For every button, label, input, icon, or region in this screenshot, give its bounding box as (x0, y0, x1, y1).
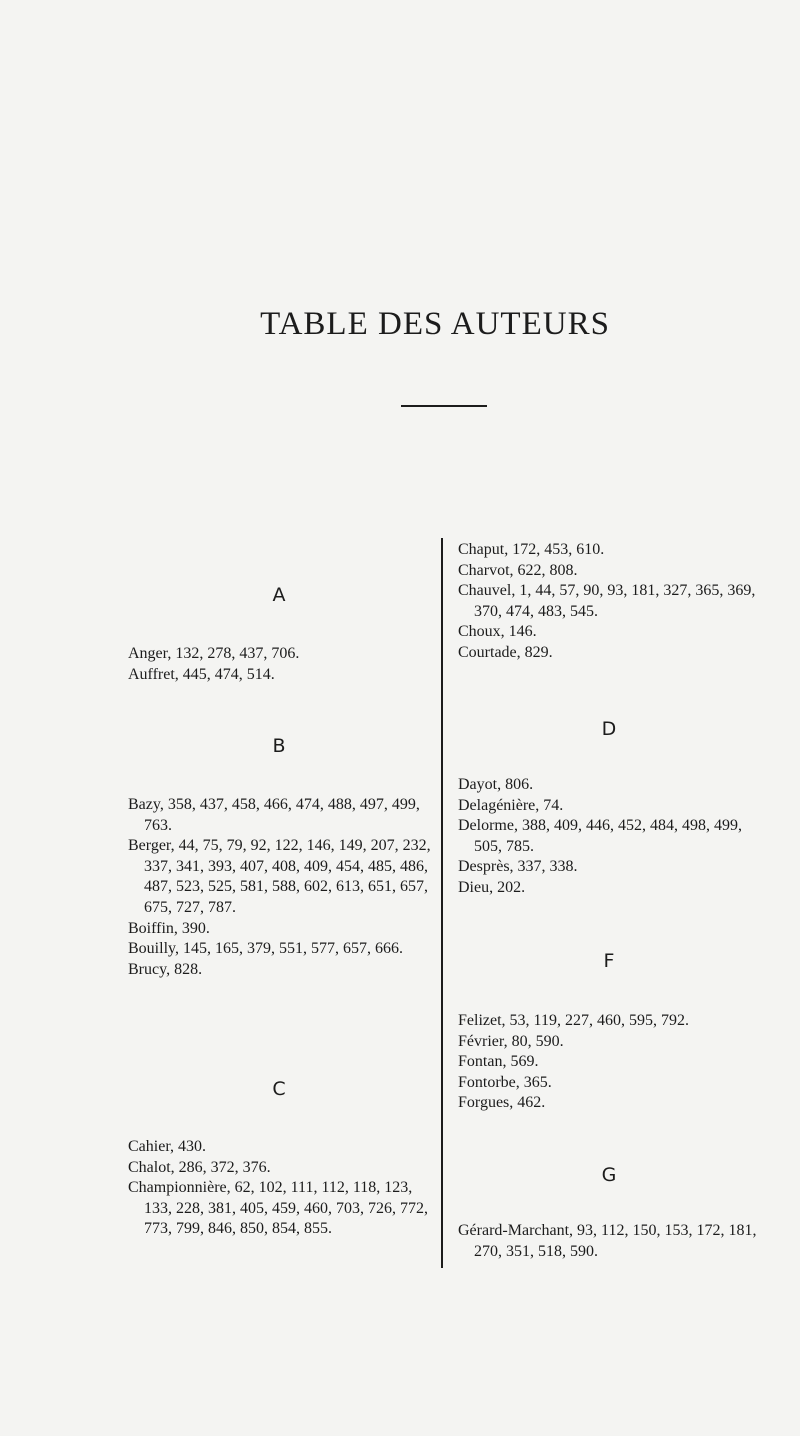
section-letter: G (601, 1164, 617, 1186)
index-entry: Dayot, 806. (458, 776, 534, 793)
index-entry: Février, 80, 590. (458, 1032, 564, 1050)
section-letter: D (601, 718, 617, 740)
index-entry: Bazy, 358, 437, 458, 466, 474, 488, 497, 499, 763. (128, 796, 420, 834)
column-divider (441, 538, 443, 1268)
index-entry: Fontan, 569. (458, 1053, 539, 1071)
index-entry: Anger, 132, 278, 437, 706. (128, 645, 300, 662)
page-title: TABLE DES AUTEURS (260, 306, 610, 343)
section-c-continued (458, 540, 768, 664)
index-entry: Forgues, 462. (458, 1094, 546, 1112)
index-entry: Chaput, 172, 453, 610. (458, 541, 605, 558)
index-entry: Charvot, 622, 808. (458, 561, 578, 579)
index-entry: Delorme, 388, 409, 446, 452, 484, 498, 499, 505, 785. (458, 817, 742, 855)
title-rule (401, 405, 487, 407)
index-entry: Desprès, 337, 338. (458, 858, 578, 876)
section-letter: B (272, 735, 286, 757)
index-entry: Felizet, 53, 119, 227, 460, 595, 792. (458, 1012, 689, 1029)
index-entry: Cahier, 430. (128, 1138, 207, 1155)
index-entry: Championnière, 62, 102, 111, 112, 118, 123, 133, 228, 381, 405, 459, 460, 703, 726, 772, 773, 799, 846, 850, 854, 855. (128, 1179, 428, 1238)
section-letter: F (603, 950, 615, 972)
index-entry: Boiffin, 390. (128, 919, 210, 937)
index-entry: Fontorbe, 365. (458, 1073, 552, 1091)
index-entry: Gérard-Marchant, 93, 112, 150, 153, 172, 181, 270, 351, 518, 590. (458, 1222, 757, 1260)
section-letter: A (272, 584, 286, 606)
index-entry: Choux, 146. (458, 623, 537, 641)
index-entry: Auffret, 445, 474, 514. (128, 665, 275, 683)
section-letter: C (272, 1078, 286, 1100)
index-entry: Bouilly, 145, 165, 379, 551, 577, 657, 666. (128, 940, 403, 958)
index-entry: Chauvel, 1, 44, 57, 90, 93, 181, 327, 365, 369, 370, 474, 483, 545. (458, 582, 756, 620)
index-entry: Brucy, 828. (128, 960, 203, 978)
index-entry: Delagénière, 74. (458, 796, 564, 814)
index-entry: Courtade, 829. (458, 643, 553, 661)
index-entry: Berger, 44, 75, 79, 92, 122, 146, 149, 207, 232, 337, 341, 393, 407, 408, 409, 454, 485, 486, 487, 523, 525, 581, 588, 602, 613, 651, 657, 675, 727, 787. (128, 837, 431, 916)
index-entry: Dieu, 202. (458, 878, 526, 896)
index-entry: Chalot, 286, 372, 376. (128, 1158, 271, 1176)
